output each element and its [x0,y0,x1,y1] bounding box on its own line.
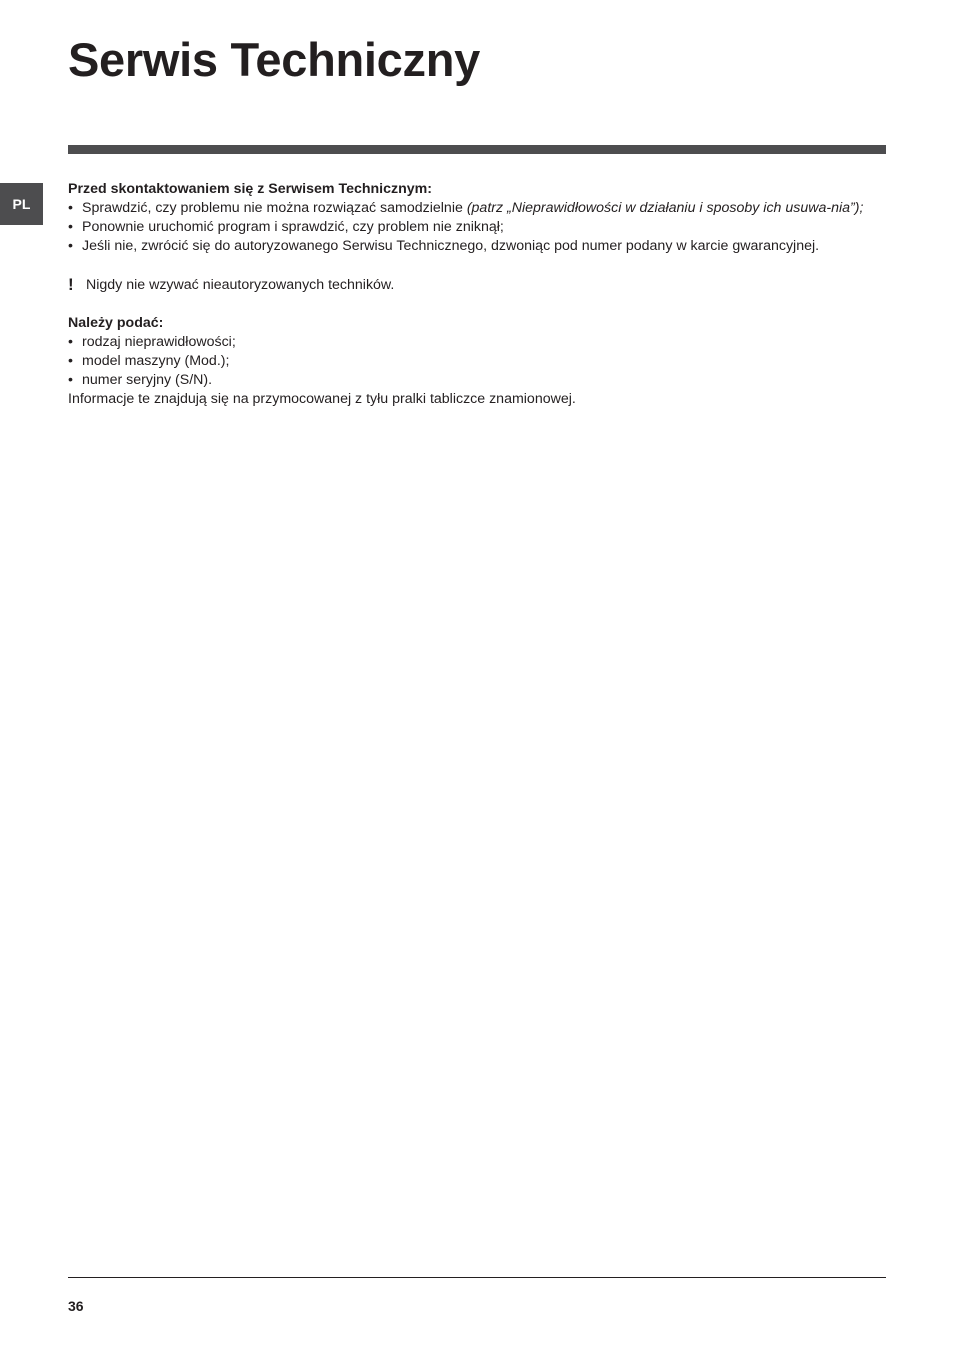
list-item [68,199,886,218]
list-item-text: numer seryjny (S/N). [82,372,213,388]
section-heading-before-contact: Przed skontaktowaniem się z Serwisem Technicznym: [68,181,433,197]
bullet-icon: • [68,353,73,369]
required-info-list [68,333,886,390]
document-body [68,180,886,409]
list-item-text: Jeśli nie, zwrócić się do autoryzowanego Serwisu Technicznego, dzwoniąc pod numer podany w karcie gwarancyjnej. [82,238,820,254]
list-item-text: Sprawdzić, czy problemu nie można rozwiązać samodzielnie [82,200,467,216]
exclamation-icon: ! [68,275,74,294]
footer-divider [68,1277,886,1278]
list-item-text: Ponownie uruchomić program i sprawdzić, czy problem nie zniknął; [82,219,504,235]
list-item [68,371,886,390]
page-title: Serwis Techniczny [68,33,480,86]
section-heading-required-info: Należy podać: [68,315,164,331]
warning-note [68,276,886,295]
bullet-icon: • [68,200,73,216]
title-divider [68,145,886,154]
bullet-icon: • [68,372,73,388]
bullet-icon: • [68,238,73,254]
language-tab: PL [0,183,43,225]
bullet-icon: • [68,334,73,350]
list-item-text: model maszyny (Mod.); [82,353,230,369]
list-item [68,218,886,237]
rating-plate-note: Informacje te znajdują się na przymocowanej z tyłu pralki tabliczce znamionowej. [68,391,576,407]
checklist-before-contact [68,199,886,256]
list-item [68,333,886,352]
list-item [68,237,886,256]
page-number: 36 [68,1298,84,1314]
list-item-reference: (patrz „Nieprawidłowości w działaniu i sposoby ich usuwa-nia”); [466,200,864,216]
bullet-icon: • [68,219,73,235]
list-item [68,352,886,371]
warning-text: Nigdy nie wzywać nieautoryzowanych techników. [86,277,395,293]
list-item-text: rodzaj nieprawidłowości; [82,334,236,350]
